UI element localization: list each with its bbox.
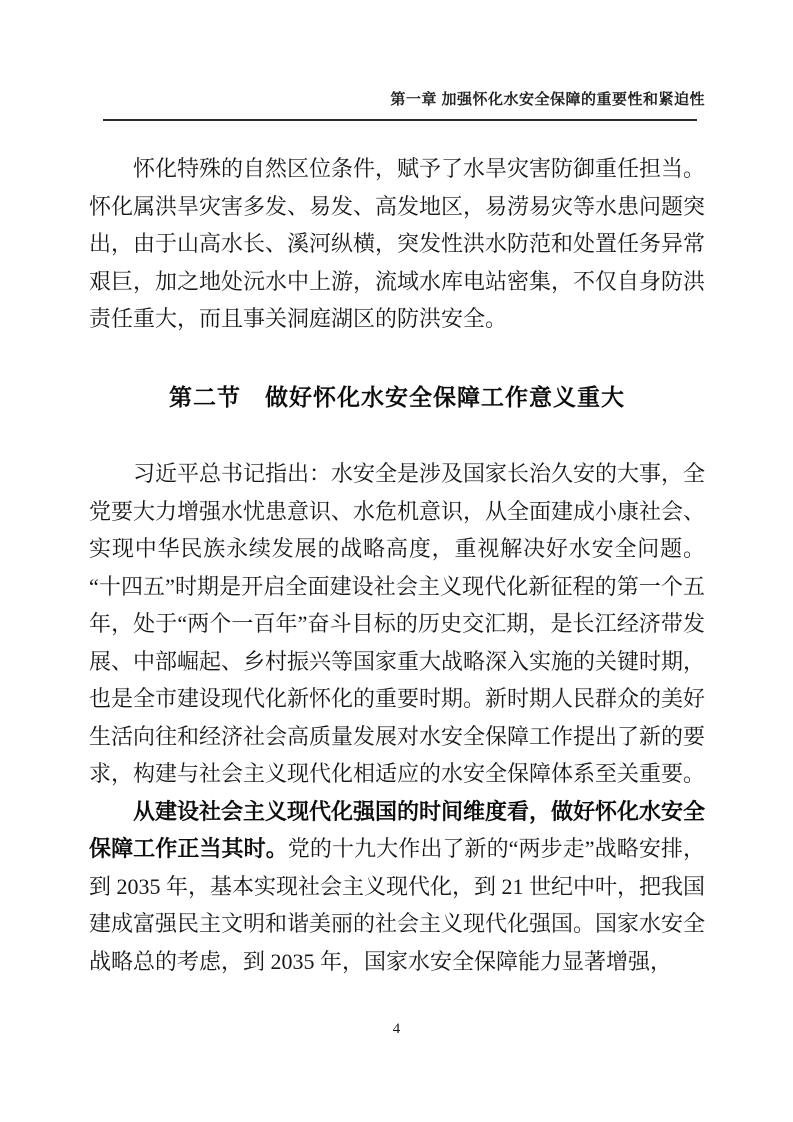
header-rule <box>103 119 697 121</box>
running-header <box>90 88 705 109</box>
section-heading: 第二节 做好怀化水安全保障工作意义重大 <box>169 384 625 410</box>
chapter-title: 第一章 加强怀化水安全保障的重要性和紧迫性 <box>390 91 705 108</box>
page-footer <box>0 1021 793 1038</box>
paragraph-bold-lead: 从建设社会主义现代化强国的时间维度看，做好怀化水安全保障工作正当其时。 <box>89 798 706 861</box>
paragraph-modernization-timeline <box>89 793 705 981</box>
document-content <box>89 150 705 980</box>
page-number: 4 <box>392 1021 401 1037</box>
paragraph-bold-lead-continuation: 党的十九大作出了新的“两步走”战略安排，到 2035 年，基本实现社会主义现代化，到 21 世纪中叶，把我国建成富强民主文明和谐美丽的社会主义现代化强国。国家水安全战略总的考虑，到 2035 年，国家水安全保障能力显著增强， <box>89 836 706 974</box>
paragraph-water-security-importance: 习近平总书记指出：水安全是涉及国家长治久安的大事，全党要大力增强水忧患意识、水危机意识，从全面建成小康社会、实现中华民族永续发展的战略高度，重视解决好水安全问题。“十四五”时期是开启全面建设社会主义现代化新征程的第一个五年，处于“两个一百年”奋斗目标的历史交汇期，是长江经济带发展、中部崛起、乡村振兴等国家重大战略深入实施的关键时期，也是全市建设现代化新怀化的重要时期。新时期人民群众的美好生活向往和经济社会高质量发展对水安全保障工作提出了新的要求，构建与社会主义现代化相适应的水安全保障体系至关重要。 <box>89 461 706 786</box>
paragraph-natural-conditions: 怀化特殊的自然区位条件，赋予了水旱灾害防御重任担当。怀化属洪旱灾害多发、易发、高发地区，易涝易灾等水患问题突出，由于山高水长、溪河纵横，突发性洪水防范和处置任务异常艰巨，加之地处沅水中上游，流域水库电站密集，不仅自身防洪责任重大，而且事关洞庭湖区的防洪安全。 <box>89 156 706 331</box>
